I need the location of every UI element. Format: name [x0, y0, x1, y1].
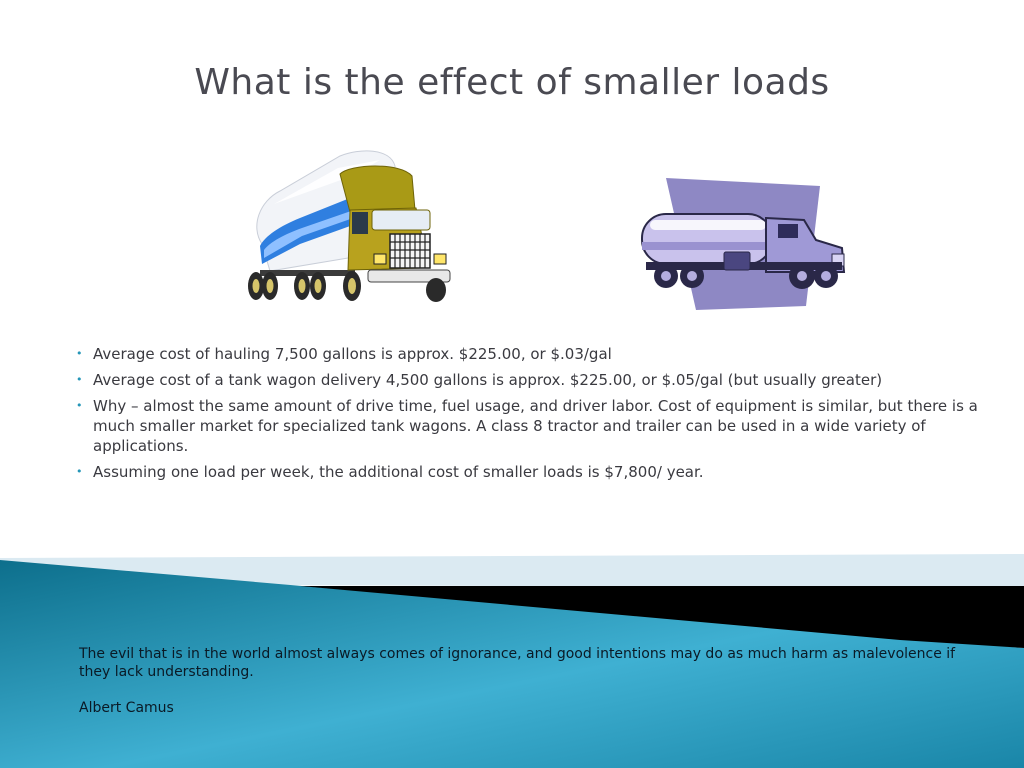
quote-text: The evil that is in the world almost always comes of ignorance, and good intentions may do as much harm as malevolence if they lack understanding. — [79, 646, 956, 680]
tanker-truck-image — [240, 146, 455, 306]
bullet-item — [76, 462, 996, 482]
bullet-text: Why – almost the same amount of drive time, fuel usage, and driver labor. Cost of equipment is similar, but there is a much smaller market for specialized tank wagons. A class 8 tractor and trailer can be used in a wide variety of applications. — [93, 397, 978, 455]
slide-title: What is the effect of smaller loads — [194, 62, 830, 103]
bullet-item — [76, 370, 996, 390]
bullet-marker: • — [76, 465, 83, 478]
bullet-item — [76, 396, 996, 456]
bullet-text: Assuming one load per week, the additional cost of smaller loads is $7,800/ year. — [93, 463, 704, 481]
quote-block — [79, 645, 959, 717]
bullet-marker: • — [76, 347, 83, 360]
bullet-list — [76, 344, 996, 488]
bullet-marker: • — [76, 373, 83, 386]
bullet-text: Average cost of hauling 7,500 gallons is approx. $225.00, or $.03/gal — [93, 345, 612, 363]
tank-wagon-image — [636, 176, 848, 310]
quote-author: Albert Camus — [79, 700, 174, 716]
bullet-text: Average cost of a tank wagon delivery 4,500 gallons is approx. $225.00, or $.05/gal (but usually greater) — [93, 371, 883, 389]
bullet-item — [76, 344, 996, 364]
bullet-marker: • — [76, 399, 83, 412]
